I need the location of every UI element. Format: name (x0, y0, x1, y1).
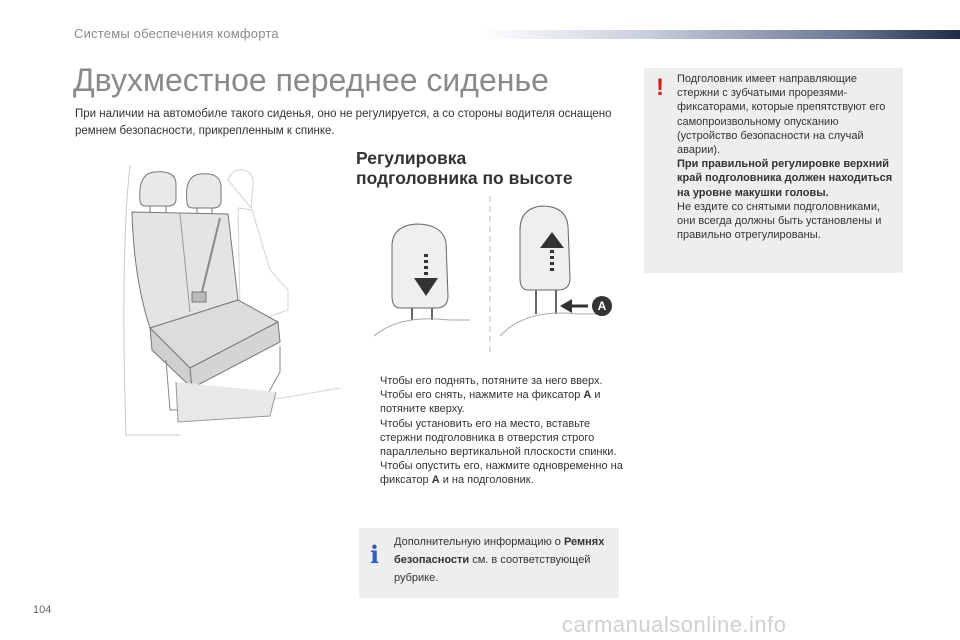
instruction-item: Чтобы установить его на место, вставьте стержни подголовника в отверстия строго параллельно вертикальной плоскости спинки. (380, 417, 617, 459)
section-heading-line1: Регулировка (356, 148, 467, 168)
info-note-text: Дополнительную информацию о Ремнях безопасности см. в соответствующей рубрике. (394, 536, 605, 584)
warning-paragraph-bold: При правильной регулировке верхний край подголовника должен находиться на уровне макушки головы. (677, 158, 893, 199)
warning-text (677, 72, 899, 242)
section-heading-line2: подголовника по высоте (356, 168, 573, 188)
warning-paragraph: Подголовник имеет направляющие стержни с зубчатыми прорезями-фиксаторами, которые препятствуют его самопроизвольному опусканию (устройство безопасности на случай аварии). (677, 73, 886, 157)
warning-box (644, 68, 903, 273)
section-heading (356, 148, 616, 188)
page-title: Двухместное переднее сиденье (73, 62, 549, 98)
instruction-item: Чтобы его поднять, потяните за него вверх. (380, 375, 603, 387)
headrest-adjustment-illustration (370, 196, 620, 356)
instruction-list (362, 374, 624, 488)
intro-paragraph: При наличии на автомобиле такого сиденья, оно не регулируется, а со стороны водителя оснащено ремнем безопасности, прикрепленным к спинке. (75, 108, 612, 137)
warning-icon: ! (656, 74, 664, 101)
info-note-box (359, 528, 619, 598)
info-icon: i (370, 540, 380, 569)
instruction-item: Чтобы опустить его, нажмите одновременно на фиксатор A и на подголовник. (380, 460, 623, 487)
page-number: 104 (33, 604, 52, 616)
callout-label: A (597, 299, 607, 313)
watermark: carmanualsonline.info (562, 612, 787, 637)
bench-seat-illustration (120, 160, 346, 440)
header-bar (480, 30, 960, 39)
instruction-item: Чтобы его снять, нажмите на фиксатор A и потяните кверху. (380, 389, 601, 416)
warning-paragraph: Не ездите со снятыми подголовниками, они всегда должны быть установлены и правильно отрегулированы. (677, 200, 882, 242)
section-title: Системы обеспечения комфорта (74, 26, 279, 41)
